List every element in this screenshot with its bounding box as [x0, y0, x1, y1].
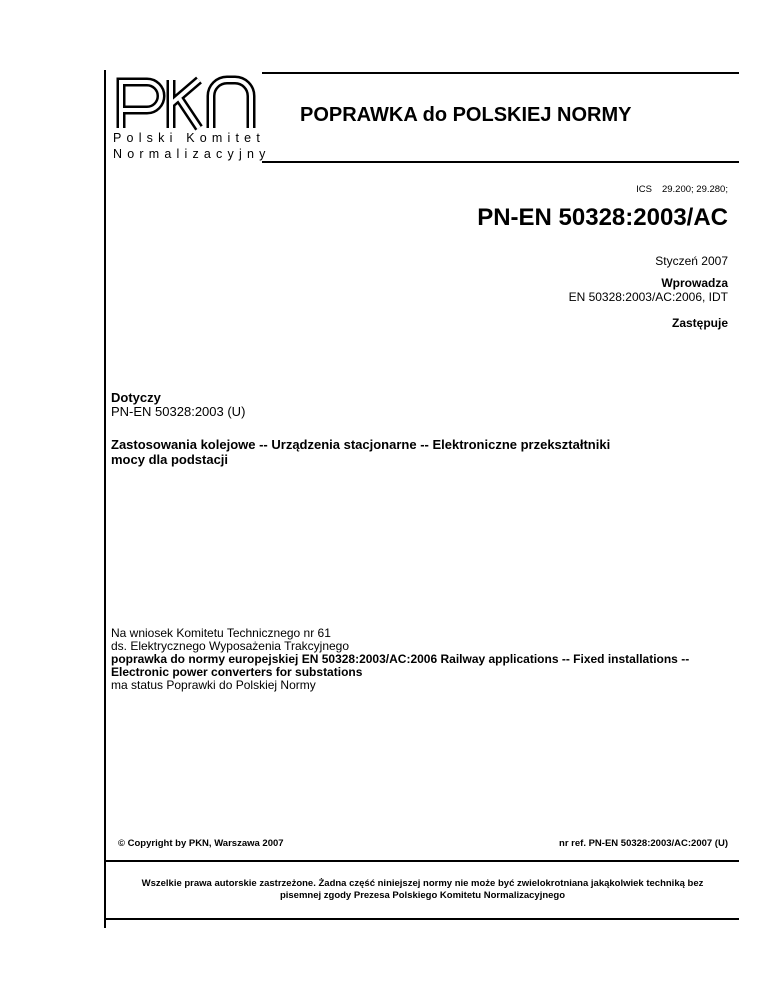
- page-title: POPRAWKA do POLSKIEJ NORMY: [300, 104, 632, 126]
- top-rule: [262, 72, 739, 74]
- introduces-value: EN 50328:2003/AC:2006, IDT: [568, 290, 728, 304]
- left-vertical-rule: [104, 70, 106, 928]
- issue-date: Styczeń 2007: [655, 254, 728, 268]
- concerns-value: PN-EN 50328:2003 (U): [111, 404, 246, 419]
- logo-text-line1: Polski Komitet: [113, 131, 265, 145]
- standard-number: PN-EN 50328:2003/AC: [477, 204, 728, 231]
- request-block: [111, 627, 689, 692]
- reference-number: nr ref. PN-EN 50328:2003/AC:2007 (U): [559, 838, 728, 849]
- footer-top-rule: [106, 860, 739, 862]
- request-line3: poprawka do normy europejskiej EN 50328:2003/AC:2006 Railway applications -- Fixed installations --: [111, 652, 690, 666]
- request-line4: Electronic power converters for substations: [111, 665, 363, 679]
- request-line5: ma status Poprawki do Polskiej Normy: [111, 678, 316, 692]
- notice-line2: pisemnej zgody Prezesa Polskiego Komitetu Normalizacyjnego: [279, 890, 566, 901]
- standard-title-line1: Zastosowania kolejowe -- Urządzenia stacjonarne -- Elektroniczne przekształtniki: [111, 437, 611, 452]
- introduces-label: Wprowadza: [661, 276, 728, 290]
- logo-text-line2: Normalizacyjny: [113, 147, 271, 161]
- notice-line1: Wszelkie prawa autorskie zastrzeżone. Żadna część niniejszej normy nie może być zwielokrotniana jakąkolwiek techniką bez: [141, 878, 704, 889]
- concerns-label: Dotyczy: [111, 390, 161, 405]
- header-bottom-rule: [262, 161, 739, 163]
- ics-label: ICS: [636, 184, 652, 195]
- copyright-notice: [106, 878, 739, 902]
- ics-line: [636, 184, 728, 195]
- footer-bottom-rule: [106, 918, 739, 920]
- request-line2: ds. Elektrycznego Wyposażenia Trakcyjnego: [111, 639, 350, 653]
- request-line1: Na wniosek Komitetu Technicznego nr 61: [111, 626, 331, 640]
- replaces-label: Zastępuje: [671, 316, 728, 330]
- standard-title-line2: mocy dla podstacji: [111, 452, 229, 467]
- copyright: © Copyright by PKN, Warszawa 2007: [118, 838, 284, 849]
- ics-codes: 29.200; 29.280;: [661, 184, 728, 195]
